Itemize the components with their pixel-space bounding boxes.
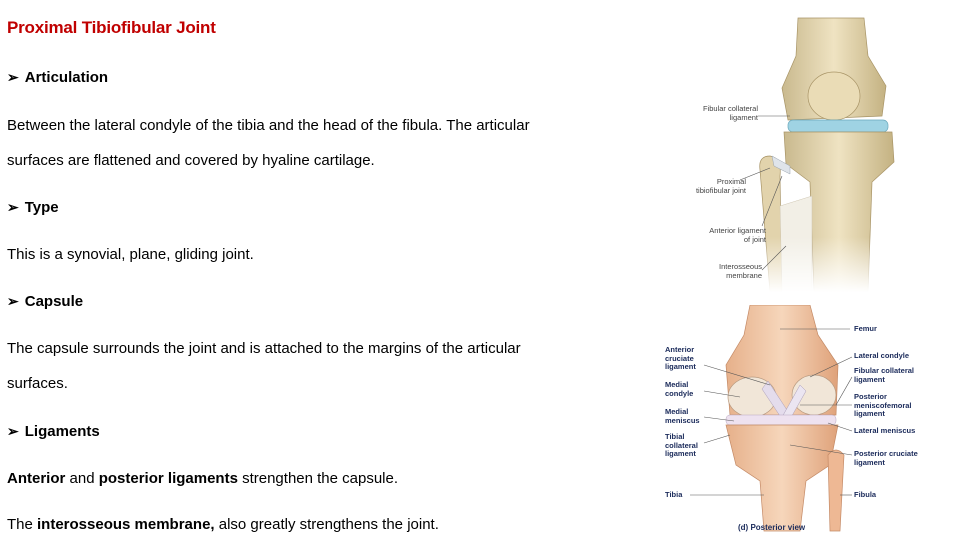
label-medial-meniscus: Medial meniscus (665, 407, 700, 425)
articulation-line-1: Between the lateral condyle of the tibia and the head of the fibula. The articular (7, 117, 530, 134)
page-title: Proximal Tibiofibular Joint (7, 18, 216, 37)
label-anterior-cruciate-ligament: Anterior cruciate ligament (665, 345, 696, 371)
ligaments-line-1 (7, 470, 398, 487)
arrow-bullet-icon: ➢ (7, 293, 19, 309)
label-femur: Femur (854, 324, 877, 333)
bullet-articulation (7, 69, 108, 86)
term-posterior-ligaments: posterior ligaments (98, 470, 238, 487)
type-line-1: This is a synovial, plane, gliding joint. (7, 246, 254, 263)
text-also: also greatly strengthens the joint. (214, 516, 439, 533)
knee-posterior-illustration (660, 305, 950, 537)
label-lateral-meniscus: Lateral meniscus (854, 426, 916, 435)
heading-articulation: Articulation (24, 69, 109, 86)
ligaments-line-2 (7, 516, 439, 533)
label-tibia: Tibia (665, 490, 683, 499)
capsule-line-1: The capsule surrounds the joint and is attached to the margins of the articular (7, 340, 521, 357)
bullet-capsule (7, 293, 83, 310)
bullet-type (7, 199, 59, 216)
term-anterior: Anterior (7, 470, 66, 487)
label-tibial-collateral-ligament: Tibial collateral ligament (665, 432, 698, 458)
label-posterior-meniscofemoral-ligament: Posterior meniscofemoral ligament (854, 392, 912, 418)
heading-type: Type (24, 199, 59, 216)
label-fibular-collateral-ligament-posterior: Fibular collateral ligament (854, 366, 915, 384)
label-fibula: Fibula (854, 490, 877, 499)
label-posterior-cruciate-ligament: Posterior cruciate ligament (854, 449, 918, 467)
label-lateral-condyle: Lateral condyle (854, 351, 910, 360)
heading-ligaments: Ligaments (24, 423, 100, 440)
label-fibular-collateral-ligament: Fibular collateral ligament (702, 104, 758, 122)
label-proximal-tibiofibular-joint: Proximal tibiofibular joint (695, 177, 746, 195)
figure-knee-anterior (686, 16, 898, 292)
figure-caption: (d) Posterior view (738, 523, 806, 532)
label-medial-condyle: Medial condyle (665, 380, 694, 398)
label-interosseous-membrane: Interosseous membrane (719, 262, 762, 280)
term-interosseous-membrane: interosseous membrane, (37, 516, 215, 533)
text-the: The (7, 516, 38, 533)
arrow-bullet-icon: ➢ (7, 69, 19, 85)
text-and: and (65, 470, 99, 487)
arrow-bullet-icon: ➢ (7, 199, 19, 215)
bullet-ligaments (7, 423, 100, 440)
arrow-bullet-icon: ➢ (7, 423, 19, 439)
label-anterior-ligament-of-joint: Anterior ligament of joint (709, 226, 766, 244)
heading-capsule: Capsule (24, 293, 84, 310)
capsule-line-2: surfaces. (7, 375, 68, 392)
text-strengthen: strengthen the capsule. (237, 470, 399, 487)
knee-anterior-illustration (686, 16, 898, 292)
articulation-line-2: surfaces are flattened and covered by hyaline cartilage. (7, 152, 375, 169)
figure-knee-posterior (660, 305, 950, 537)
